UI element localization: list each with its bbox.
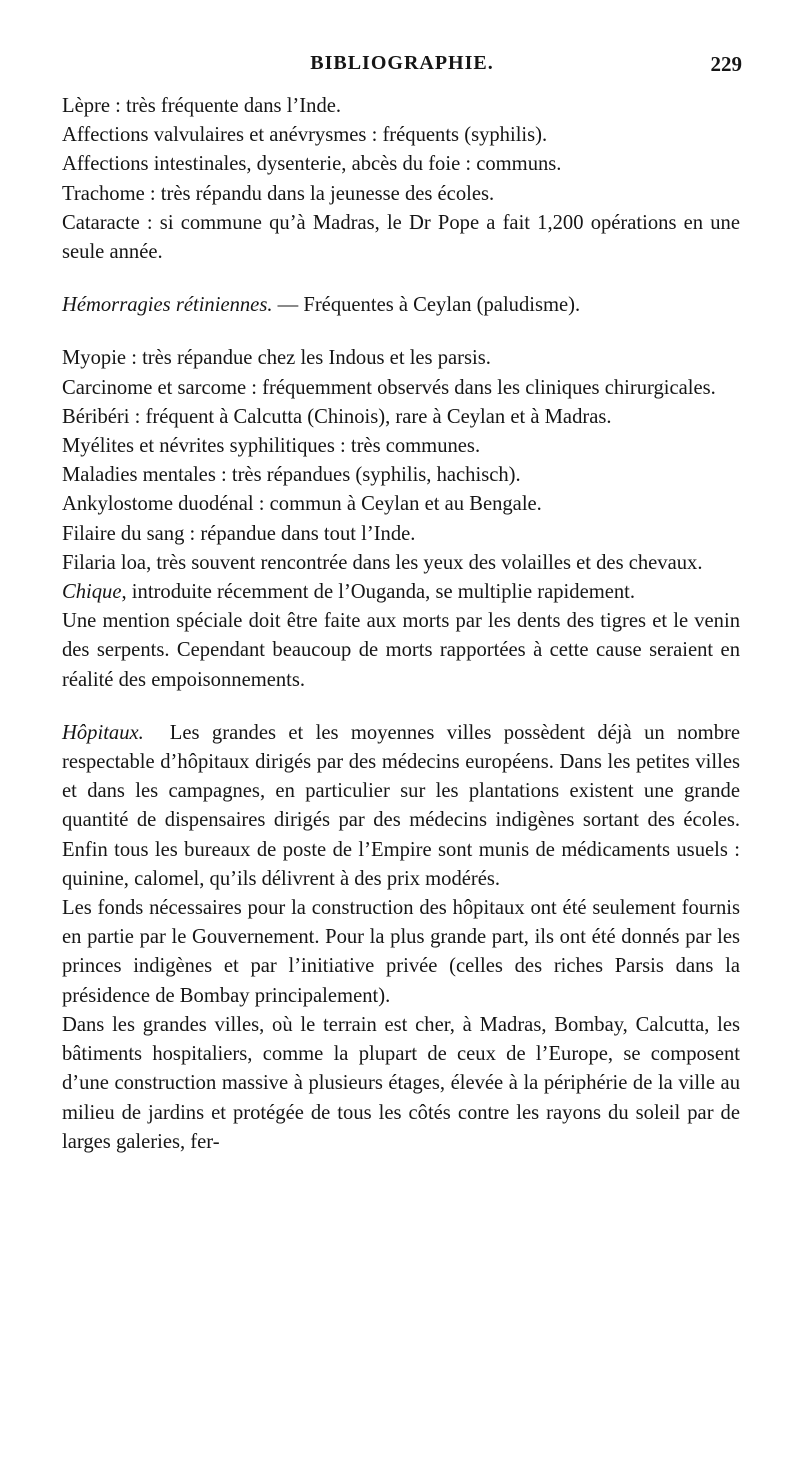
list-item-lepre: Lèpre : très fréquente dans l’Inde. [62,95,342,117]
list-item-trachome: Trachome : très répandu dans la jeunesse des écoles. [62,182,495,205]
list-item-cataracte: Cataracte : si commune qu’à Madras, le Dr Pope a fait 1,200 opérations en une seule année. [62,211,740,264]
list-item-affections-valvulaires: Affections valvulaires et anévrysmes : fréquents (syphilis). [62,124,548,147]
hospitals-label: Hôpitaux. [62,721,144,744]
list-item-myopie: Myopie : très répandue chez les Indous et les parsis. [62,347,491,370]
list-item-ankylostome: Ankylostome duodénal : commun à Ceylan et au Bengale. [62,493,542,516]
retina-entry [62,291,740,320]
list-item-carcinome: Carcinome et sarcome : fréquemment observés dans les cliniques chirurgicales. [62,376,716,399]
running-title: BIBLIOGRAPHIE. [310,52,494,74]
list-item-myelites: Myélites et névrites syphilitiques : très communes. [62,435,481,458]
mortality-paragraph: Une mention spéciale doit être faite aux morts par les dents des tigres et le venin des serpents. Cependant beaucoup de morts rapportées à cette cause seraient en réalité des empoisonnements. [62,610,740,691]
retina-text: — Fréquentes à Ceylan (paludisme). [272,294,581,317]
page-number: 229 [710,52,742,76]
hospitals-paragraph-2: Les fonds nécessaires pour la construction des hôpitaux ont été seulement fournis en partie par le Gouvernement. Pour la plus grande part, ils ont été donnés par les princes indigènes et par l’initiative privée (celles des riches Parsis dans la présidence de Bombay principalement). [62,897,740,1007]
list-item-filaire: Filaire du sang : répandue dans tout l’Inde. [62,522,416,545]
chique-label: Chique [62,581,122,604]
list-item-beriberi: Béribéri : fréquent à Calcutta (Chinois), rare à Ceylan et à Madras. [62,405,612,428]
retina-label: Hémorragies rétiniennes. [62,294,273,317]
page-header [62,52,742,82]
list-item-affections-intestinales: Affections intestinales, dysenterie, abcès du foie : communs. [62,153,562,176]
hospitals-paragraph-1 [62,719,740,894]
page-body [62,92,740,1157]
hospitals-paragraph-3: Dans les grandes villes, où le terrain est cher, à Madras, Bombay, Calcutta, les bâtiments hospitaliers, comme la plupart de ceux de l’Europe, se composent d’une construction massive à plusieurs étages, élevée à la périphérie de la ville au milieu de jardins et protégée de tous les côtés contre les rayons du soleil par de larges galeries, fer- [62,1013,740,1153]
list-item-filaria-loa: Filaria loa, très souvent rencontrée dans les yeux des volailles et des chevaux. [62,551,703,574]
chique-entry [62,578,740,607]
chique-text: , introduite récemment de l’Ouganda, se multiplie rapidement. [121,581,636,604]
list-item-maladies-mentales: Maladies mentales : très répandues (syphilis, hachisch). [62,464,521,487]
hospitals-text-1: Les grandes et les moyennes villes possèdent déjà un nombre respectable d’hôpitaux dirigés par des médecins européens. Dans les petites villes et dans les campagnes, en particulier sur les plantations existent une grande quantité de dispensaires dirigés par des médecins indigènes sortant des écoles. Enfin tous les bureaux de poste de l’Empire sont munis de médicaments usuels : quinine, calomel, qu’ils délivrent à des prix modérés. [62,721,740,890]
